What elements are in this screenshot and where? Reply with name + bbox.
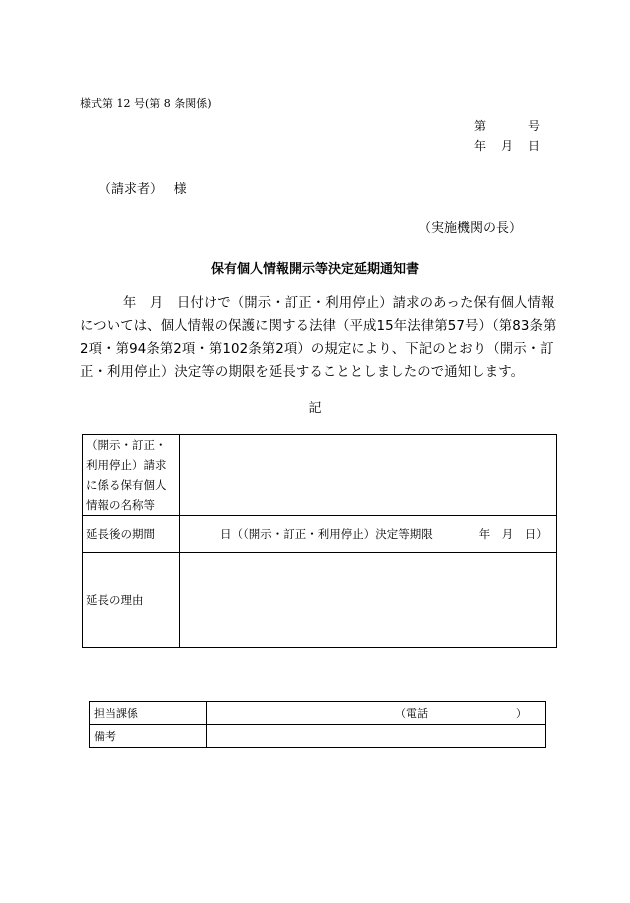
table-row: [83, 516, 557, 553]
row-label-extended-period: 延長後の期間: [83, 516, 180, 553]
extended-period-value[interactable]: 日（（開示・訂正・利用停止）決定等期限 年 月 日）: [180, 516, 557, 553]
date-month: 月: [501, 139, 514, 153]
body-text: 年 月 日付けで（開示・訂正・利用停止）請求のあった保有個人情報については、個人情報の保護に関する法律（平成15年法律第57号）（第83条第2項・第94条第2項・第102条第2項）の規定により、下記のとおり（開示・訂正・利用停止）決定等の期限を延長することとしましたので通知します。: [80, 296, 557, 380]
doc-number-prefix: 第: [474, 119, 487, 133]
footer-table: [89, 701, 546, 748]
extension-reason-value[interactable]: [180, 553, 557, 648]
remarks-value[interactable]: [207, 725, 546, 748]
row-label-remarks: 備考: [90, 725, 207, 748]
sender: （実施機関の長）: [418, 221, 523, 236]
details-table: [82, 434, 557, 648]
document-date: [474, 137, 540, 153]
ki-heading: 記: [308, 401, 322, 416]
addressee: （請求者） 様: [98, 182, 187, 197]
table-row: [83, 435, 557, 516]
row-label-extension-reason: 延長の理由: [83, 553, 180, 648]
table-row: [90, 725, 546, 748]
date-day: 日: [528, 139, 541, 153]
table-row: [83, 553, 557, 648]
row-label-department: 担当課係: [90, 702, 207, 725]
doc-number-suffix: 号: [528, 119, 541, 133]
form-number: 様式第 12 号(第 8 条関係): [80, 97, 212, 110]
info-name-value[interactable]: [180, 435, 557, 516]
date-year: 年: [474, 139, 487, 153]
row-label-info-name: （開示・訂正・利用停止）請求に係る保有個人情報の名称等: [83, 435, 180, 516]
document-title: 保有個人情報開示等決定延期通知書: [210, 262, 419, 277]
department-phone-value[interactable]: （電話 ）: [207, 702, 546, 725]
table-row: [90, 702, 546, 725]
